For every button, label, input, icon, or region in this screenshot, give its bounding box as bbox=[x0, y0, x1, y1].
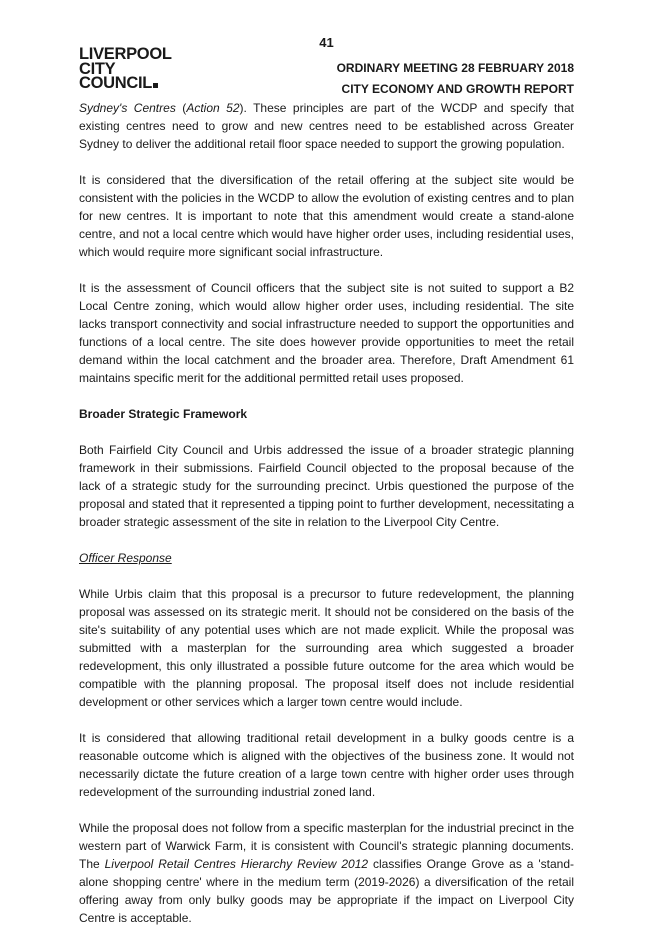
p1-action: Action 52 bbox=[186, 101, 240, 115]
paragraph-7 bbox=[79, 819, 574, 927]
paragraph-5: While Urbis claim that this proposal is a precursor to future redevelopment, the planning proposal was assessed on its strategic merit. It should not be considered on the basis of the site's suitability of any potential uses which are not made explicit. While the proposal was submitted with a masterplan for the surrounding area which suggested a broader redevelopment, this only illustrated a possible future outcome for the area which would be compatible with the planning proposal. The proposal itself does not include residential development or other services which a larger town centre would include. bbox=[79, 587, 574, 709]
page-number: 41 bbox=[319, 35, 334, 50]
logo-line-3-text: COUNCIL bbox=[79, 74, 153, 92]
logo-line-2: CITY bbox=[79, 59, 116, 78]
p7-italic: Liverpool Retail Centres Hierarchy Review 2012 bbox=[104, 857, 369, 871]
p7-intro: While the proposal does not follow from a specific masterplan for the industrial precinct in the western part of Warwick Farm, it is consistent with Council's strategic planning documents. The bbox=[79, 821, 574, 871]
paragraph-4: Both Fairfield City Council and Urbis addressed the issue of a broader strategic planning framework in their submissions. Fairfield Council objected to the proposal because of the lack of a strategic study for the surrounding precinct. Urbis questioned the purpose of the proposal and stated that it represented a tipping point to further development, necessitating a broader strategic assessment of the site in relation to the Liverpool City Centre. bbox=[79, 443, 574, 529]
paragraph-1 bbox=[79, 99, 574, 153]
logo-line-1: LIVERPOOL bbox=[79, 45, 172, 63]
paragraph-3: It is the assessment of Council officers that the subject site is not suited to support a B2 Local Centre zoning, which would allow higher order uses, including residential. The site lacks transport connectivity and social infrastructure needed to support the opportunities and functions of a local centre. The site does however provide opportunities to meet the retail demand within the local catchment and the broader area. Therefore, Draft Amendment 61 maintains specific merit for the additional permitted retail uses proposed. bbox=[79, 281, 574, 385]
p1-paren: ( bbox=[175, 101, 187, 115]
document-body bbox=[79, 99, 574, 945]
paragraph-2: It is considered that the diversification of the retail offering at the subject site would be consistent with the policies in the WCDP to allow the evolution of existing centres and to plan for new centres. It is important to note that this amendment would create a stand-alone centre, and not a local centre which would have higher order uses, including residential uses, which would require more significant social infrastructure. bbox=[79, 173, 574, 259]
report-header bbox=[337, 58, 574, 100]
report-title: CITY ECONOMY AND GROWTH REPORT bbox=[341, 82, 574, 96]
p7-rest: classifies Orange Grove as a 'stand-alone shopping centre' where in the medium term (2019-2026) a diversification of the retail offering away from only bulky goods may be appropriate if the impact on Liverpool City Centre is acceptable. bbox=[79, 857, 574, 925]
logo-dot-icon bbox=[153, 83, 158, 88]
council-logo bbox=[79, 47, 179, 91]
p1-italic: Sydney's Centres bbox=[79, 101, 176, 115]
heading-broader-strategic-framework: Broader Strategic Framework bbox=[79, 407, 248, 421]
meeting-title: ORDINARY MEETING 28 FEBRUARY 2018 bbox=[336, 61, 574, 75]
p1-rest: ). These principles are part of the WCDP and specify that existing centres need to grow and new centres need to be established across Greater Sydney to deliver the additional retail floor space needed to support the growing population. bbox=[79, 101, 574, 151]
heading-officer-response: Officer Response bbox=[79, 551, 172, 565]
paragraph-6: It is considered that allowing traditional retail development in a bulky goods centre is a reasonable outcome which is aligned with the objectives of the business zone. It would not necessarily dictate the future creation of a large town centre with higher order uses through redevelopment of the surrounding industrial zoned land. bbox=[79, 731, 574, 799]
logo-line-3 bbox=[79, 76, 179, 91]
